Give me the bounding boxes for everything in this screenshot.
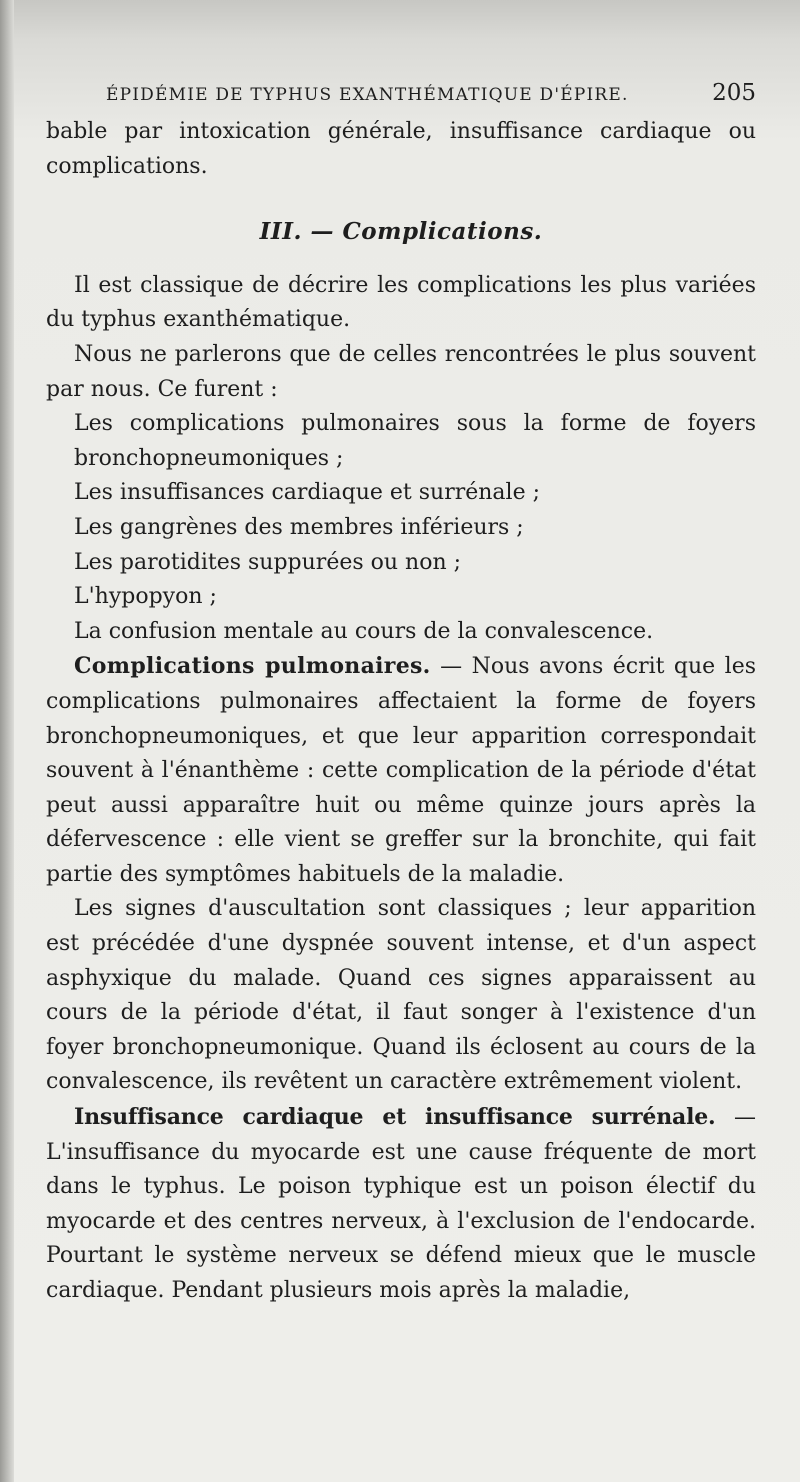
body-text <box>46 115 756 1309</box>
list-item: Les gangrènes des membres inférieurs ; <box>74 514 524 540</box>
paragraph-cardiac-text: — L'insuffisance du myocarde est une cause fréquente de mort dans le typhus. Le poison typhique est un poison électif du myocarde et des centres nerveux, à l'exclusion de l'endocarde. Pourtant le système nerveux se défend mieux que le muscle cardiaque. Pendant plusieurs mois après la maladie, <box>46 1105 756 1303</box>
section-heading: III. — Complications. <box>259 218 543 246</box>
list-item: L'hypopyon ; <box>74 584 217 610</box>
paragraph-intro: Il est classique de décrire les complications les plus variées du typhus exanthématique. <box>46 272 756 333</box>
list-item: La confusion mentale au cours de la convalescence. <box>74 618 654 644</box>
paragraph-pulmonary <box>46 649 756 892</box>
paragraph-list-intro: Nous ne parlerons que de celles rencontrées le plus souvent par nous. Ce furent : <box>46 341 756 402</box>
page-number: 205 <box>712 80 756 106</box>
list-item: Les insuffisances cardiaque et surrénale ; <box>74 480 541 506</box>
runin-heading-pulmonary: Complications pulmonaires. <box>74 653 431 680</box>
page-edge-shadow <box>0 0 14 1482</box>
paragraph-continuation: bable par intoxication générale, insuffisance cardiaque ou complications. <box>46 119 756 179</box>
paragraph-cardiac <box>46 1100 756 1309</box>
running-header <box>106 80 756 110</box>
paragraph-pulmonary-text: — Nous avons écrit que les complications pulmonaires affectaient la forme de foyers bronchopneumoniques, et que leur apparition correspondait souvent à l'énanthème : cette complication de la période d'état peut aussi apparaître huit ou même quinze jours après la défervescence : elle vient se greffer sur la bronchite, qui fait partie des symptômes habituels de la maladie. <box>46 654 757 887</box>
list-item: Les parotidites suppurées ou non ; <box>74 549 462 575</box>
list-item: Les complications pulmonaires sous la forme de foyers bronchopneumoniques ; <box>74 411 756 471</box>
paragraph-auscultation: Les signes d'auscultation sont classiques ; leur apparition est précédée d'une dyspnée souvent intense, et d'un aspect asphyxique du malade. Quand ces signes apparaissent au cours de la période d'état, il faut songer à l'existence d'un foyer bronchopneumonique. Quand ils éclosent au cours de la convalescence, ils revêtent un caractère extrêmement violent. <box>46 896 756 1095</box>
runin-heading-cardiac: Insuffisance cardiaque et insuffisance surrénale. <box>74 1104 716 1131</box>
running-title: ÉPIDÉMIE DE TYPHUS EXANTHÉMATIQUE D'ÉPIRE. <box>106 85 629 105</box>
